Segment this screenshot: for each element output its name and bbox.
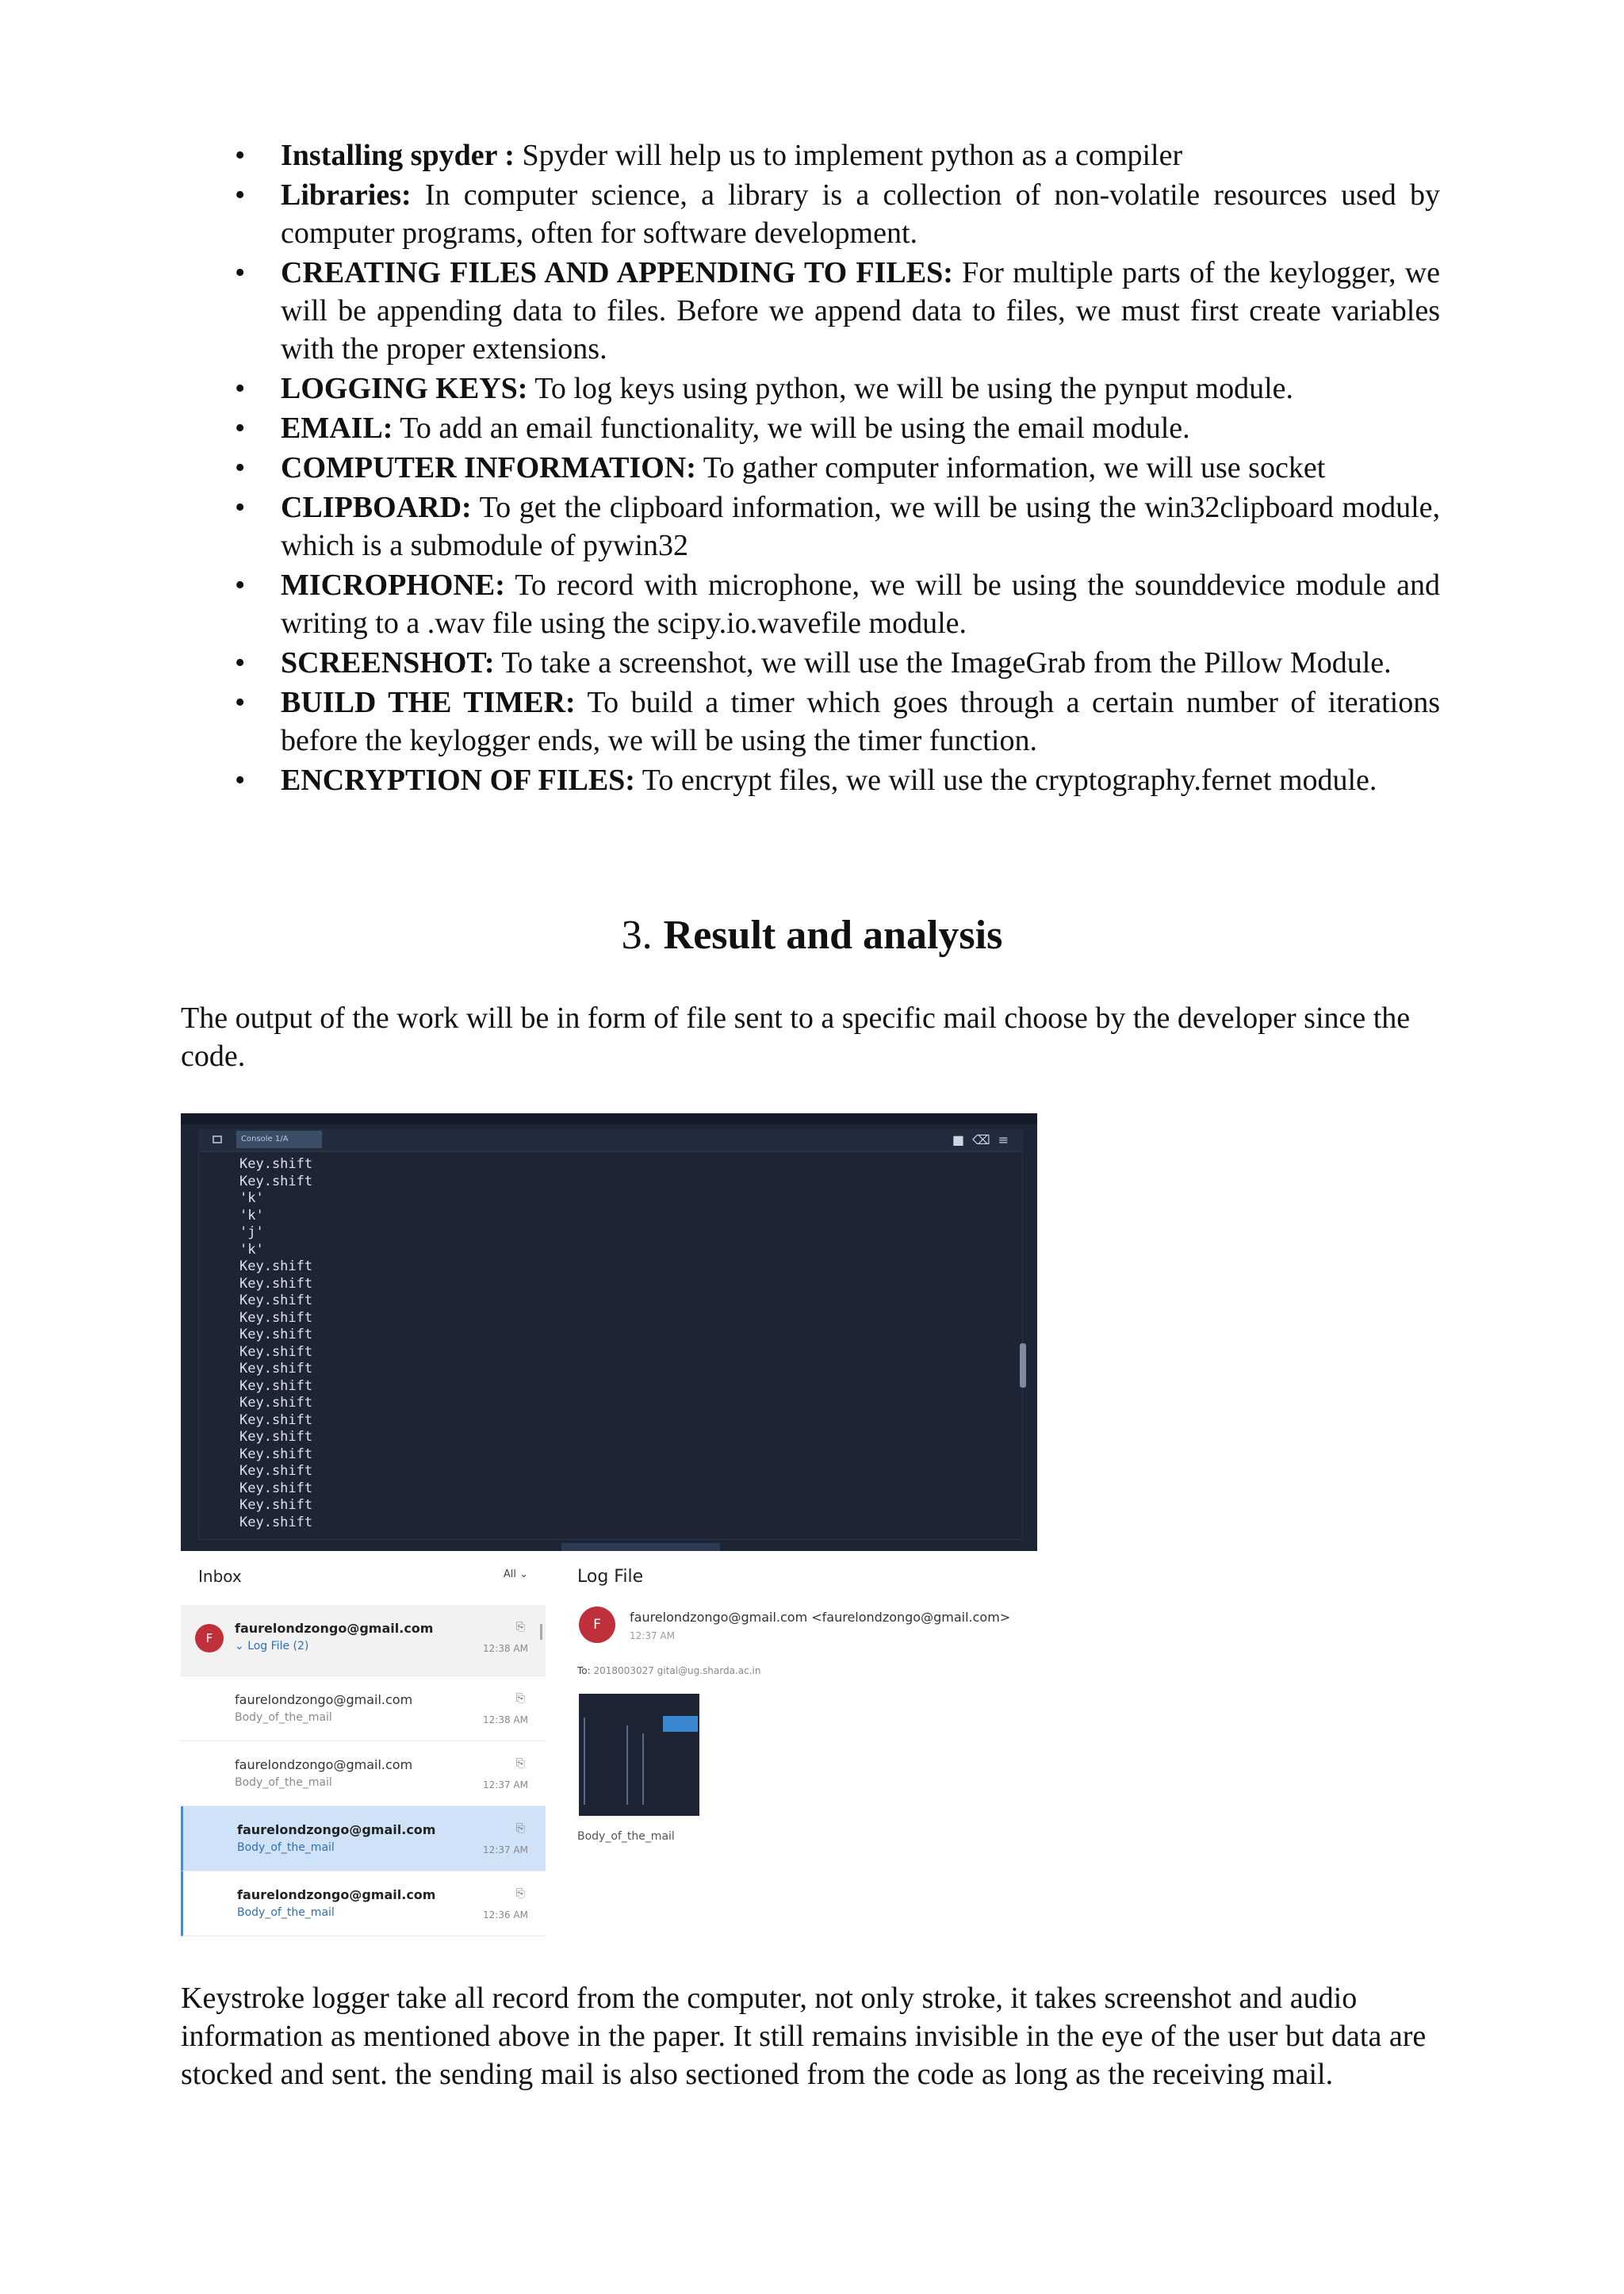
console-line: Key.shift xyxy=(239,1275,313,1292)
mail-list-item[interactable] xyxy=(181,1605,546,1676)
section-heading xyxy=(0,910,1624,961)
message-body: Body_of_the_mail xyxy=(577,1830,675,1843)
message-time: 12:37 AM xyxy=(630,1630,675,1641)
bullet-item xyxy=(235,684,1440,760)
bullet-item xyxy=(235,761,1440,799)
console-line: Key.shift xyxy=(239,1258,313,1274)
avatar: F xyxy=(195,1624,224,1653)
bullet-text: Spyder will help us to implement python as a compiler xyxy=(514,139,1183,172)
console-toolbar xyxy=(198,1129,1023,1151)
mail-sender: faurelondzongo@gmail.com xyxy=(235,1621,434,1636)
console-tab[interactable]: Console 1/A xyxy=(236,1131,322,1148)
bullet-term: Installing spyder : xyxy=(281,139,515,172)
item-scroll-indicator xyxy=(540,1624,542,1640)
bullet-text: To record with microphone, we will be using the sounddevice module and writing to a .wav file using the scipy.io.wavefile module. xyxy=(281,569,1440,640)
mail-time: 12:38 AM xyxy=(483,1643,528,1654)
bullet-text: To build a timer which goes through a certain number of iterations before the keylogger ends, we will be using the timer function. xyxy=(281,686,1441,757)
attachment-icon: ⎘ xyxy=(515,1822,525,1835)
mail-time: 12:38 AM xyxy=(483,1714,528,1725)
console-line: 'k' xyxy=(239,1241,264,1258)
console-line: Key.shift xyxy=(239,1343,313,1360)
thumbnail-highlight xyxy=(663,1716,698,1732)
chevron-down-icon: ⌄ xyxy=(519,1568,528,1580)
mail-subject: ⌄ Log File (2) xyxy=(235,1640,309,1653)
bullet-item xyxy=(235,254,1440,368)
console-scrollbar[interactable] xyxy=(1020,1343,1026,1388)
tools-bullet-list xyxy=(235,136,1440,801)
console-line: Key.shift xyxy=(239,1429,313,1445)
console-line: Key.shift xyxy=(239,1395,313,1411)
mail-subject: Body_of_the_mail xyxy=(235,1711,332,1724)
console-line: Key.shift xyxy=(239,1463,313,1479)
attachment-icon: ⎘ xyxy=(515,1757,525,1770)
console-output-area xyxy=(198,1151,1023,1540)
bullet-term: ENCRYPTION OF FILES: xyxy=(281,764,635,797)
console-line: Key.shift xyxy=(239,1411,313,1428)
console-line: 'k' xyxy=(239,1207,264,1224)
mail-list-item[interactable] xyxy=(181,1871,546,1936)
console-line: Key.shift xyxy=(239,1497,313,1513)
attachment-icon: ⎘ xyxy=(515,1621,525,1633)
mail-sender: faurelondzongo@gmail.com xyxy=(237,1887,436,1902)
bullet-item xyxy=(235,409,1440,447)
bullet-term: BUILD THE TIMER: xyxy=(281,686,576,719)
recipient-label: To: xyxy=(577,1665,591,1676)
bullet-text: In computer science, a library is a collection of non-volatile resources used by computer programs, often for software development. xyxy=(281,178,1440,250)
bullet-item xyxy=(235,136,1440,174)
mail-list-item[interactable] xyxy=(181,1676,546,1741)
screenshot-attachment-thumbnail[interactable] xyxy=(579,1694,699,1816)
console-screenshot xyxy=(181,1113,1037,1551)
mail-time: 12:37 AM xyxy=(483,1779,528,1790)
console-line: Key.shift xyxy=(239,1309,313,1326)
inbox-filter-label: All xyxy=(503,1568,516,1580)
console-line: Key.shift xyxy=(239,1361,313,1377)
console-line: 'k' xyxy=(239,1190,264,1206)
bullet-item xyxy=(235,566,1440,642)
console-line: Key.shift xyxy=(239,1446,313,1462)
thumbnail-detail xyxy=(626,1725,628,1805)
bullet-item xyxy=(235,370,1440,408)
bullet-text: To encrypt files, we will use the cryptography.fernet module. xyxy=(634,764,1377,797)
bullet-item xyxy=(235,644,1440,682)
bullet-term: COMPUTER INFORMATION: xyxy=(281,451,696,484)
mail-sender: faurelondzongo@gmail.com xyxy=(235,1692,413,1707)
bullet-term: SCREENSHOT: xyxy=(281,646,495,680)
chevron-down-icon: ⌄ xyxy=(235,1640,248,1653)
section-number: 3. xyxy=(621,913,653,958)
mail-reading-pane xyxy=(561,1551,1037,1843)
bullet-term: LOGGING KEYS: xyxy=(281,372,528,405)
console-line: Key.shift xyxy=(239,1293,313,1308)
mail-sender: faurelondzongo@gmail.com xyxy=(235,1757,413,1772)
discussion-paragraph: Keystroke logger take all record from the computer, not only stroke, it takes screenshot and audio information as mentioned above in the paper. It still remains invisible in the eye of the user but data are stocked and sent. the sending mail is also sectioned from the code as long as the receiving mail. xyxy=(181,1982,1427,2091)
bullet-item xyxy=(235,176,1440,252)
inbox-title: Inbox xyxy=(198,1567,242,1586)
bullet-term: CREATING FILES AND APPENDING TO FILES: xyxy=(281,256,953,289)
result-paragraph: The output of the work will be in form of file sent to a specific mail choose by the developer since the code. xyxy=(181,1001,1411,1073)
console-line: Key.shift xyxy=(239,1156,313,1172)
bullet-text: To get the clipboard information, we will be using the win32clipboard module, which is a submodule of pywin32 xyxy=(281,491,1440,562)
bullet-term: EMAIL: xyxy=(281,412,393,445)
bullet-text: To take a screenshot, we will use the ImageGrab from the Pillow Module. xyxy=(494,646,1392,680)
console-output-lines xyxy=(239,1156,312,1531)
bullet-text: To add an email functionality, we will be using the email module. xyxy=(393,412,1190,445)
section-title: Result and analysis xyxy=(663,913,1003,958)
message-sender: faurelondzongo@gmail.com <faurelondzongo@gmail.com> xyxy=(630,1610,1011,1625)
console-line: 'j' xyxy=(239,1224,264,1240)
inbox-filter-dropdown[interactable] xyxy=(504,1568,528,1580)
console-line: Key.shift xyxy=(239,1514,313,1530)
bullet-term: CLIPBOARD: xyxy=(281,491,472,524)
mail-subject: Body_of_the_mail xyxy=(237,1906,335,1919)
window-icon xyxy=(213,1136,222,1143)
mail-list-item[interactable] xyxy=(181,1741,546,1806)
thumbnail-detail xyxy=(642,1733,644,1805)
recipient-address: 2018003027 gital@ug.sharda.ac.in xyxy=(593,1665,761,1676)
mail-inbox-panel xyxy=(181,1551,546,1944)
console-line: Key.shift xyxy=(239,1377,313,1394)
console-line: Key.shift xyxy=(239,1173,313,1189)
mail-time: 12:36 AM xyxy=(483,1909,528,1921)
avatar: F xyxy=(579,1607,615,1643)
message-subject-title: Log File xyxy=(577,1567,644,1587)
thumbnail-detail xyxy=(584,1718,585,1805)
bullet-text: For multiple parts of the keylogger, we will be appending data to files. Before we append data to files, we must first create variables with the proper extensions. xyxy=(281,256,1441,366)
console-options-icons[interactable]: ■⌫≡ xyxy=(952,1132,1017,1147)
mail-subject: Body_of_the_mail xyxy=(237,1841,335,1854)
attachment-icon: ⎘ xyxy=(515,1692,525,1705)
attachment-icon: ⎘ xyxy=(515,1887,525,1900)
console-line: Key.shift xyxy=(239,1480,313,1496)
mail-sender: faurelondzongo@gmail.com xyxy=(237,1822,436,1837)
console-bottom-tabs xyxy=(561,1543,720,1551)
bullet-term: Libraries: xyxy=(281,178,412,212)
bullet-text: To gather computer information, we will use socket xyxy=(695,451,1326,484)
bullet-term: MICROPHONE: xyxy=(281,569,505,602)
bullet-item xyxy=(235,488,1440,565)
bullet-text: To log keys using python, we will be using the pynput module. xyxy=(527,372,1294,405)
console-title-strip xyxy=(181,1113,1037,1124)
mail-list-item[interactable] xyxy=(181,1806,546,1871)
message-recipient xyxy=(577,1665,760,1676)
mail-subject: Body_of_the_mail xyxy=(235,1776,332,1789)
console-line: Key.shift xyxy=(239,1327,313,1342)
bullet-item xyxy=(235,449,1440,487)
mail-time: 12:37 AM xyxy=(483,1844,528,1855)
